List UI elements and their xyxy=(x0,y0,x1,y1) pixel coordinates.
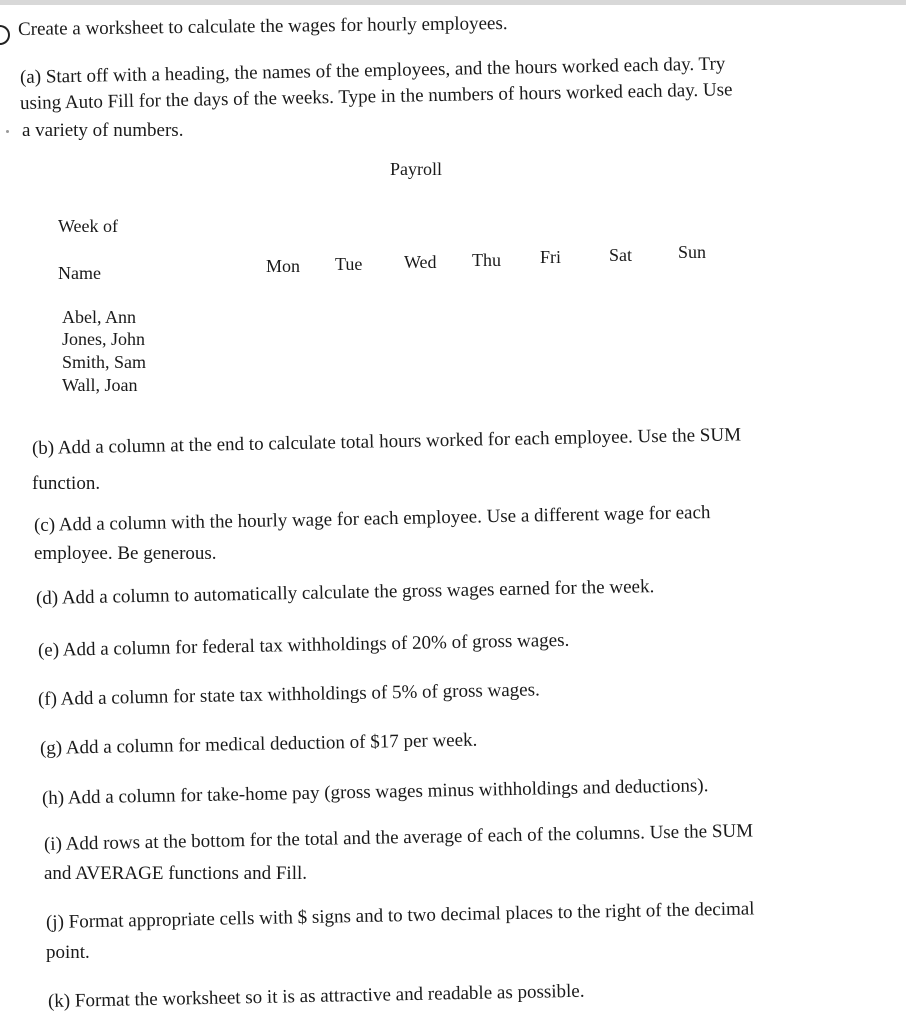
part-h-text: (h) Add a column for take-home pay (gross wages minus withholdings and deductions). xyxy=(41,775,709,809)
week-of-label: Week of xyxy=(58,216,119,236)
part-f-text: (f) Add a column for state tax withholdings of 5% of gross wages. xyxy=(37,679,540,710)
part-j-line-2: point. xyxy=(46,942,90,963)
day-header-fri: Fri xyxy=(540,247,562,267)
name-column-label: Name xyxy=(58,263,101,283)
day-header-thu: Thu xyxy=(472,250,501,270)
employee-name: Jones, John xyxy=(62,329,146,349)
page-speck xyxy=(6,130,9,133)
part-j-line-1: (j) Format appropriate cells with $ signs and to two decimal places to the right of the decimal xyxy=(45,898,755,933)
employee-name: Wall, Joan xyxy=(62,375,138,395)
part-i-line-2: and AVERAGE functions and Fill. xyxy=(44,863,308,884)
part-a-line-3: a variety of numbers. xyxy=(22,120,184,141)
day-header-tue: Tue xyxy=(335,254,363,274)
part-d-text: (d) Add a column to automatically calculate the gross wages earned for the week. xyxy=(35,576,655,609)
page-top-edge xyxy=(0,0,906,5)
day-header-wed: Wed xyxy=(404,252,437,272)
intro-text: Create a worksheet to calculate the wages for hourly employees. xyxy=(17,13,508,40)
part-g-text: (g) Add a column for medical deduction of $17 per week. xyxy=(39,729,478,759)
employee-name: Smith, Sam xyxy=(62,352,147,372)
part-a-line-2: using Auto Fill for the days of the weeks. Type in the numbers of hours worked each day. Use xyxy=(19,79,733,114)
day-header-sun: Sun xyxy=(678,242,707,262)
day-header-mon: Mon xyxy=(266,256,301,276)
part-a-line-1: (a) Start off with a heading, the names of the employees, and the hours worked each day. Try xyxy=(19,53,726,88)
employee-name: Abel, Ann xyxy=(62,307,136,327)
part-b-line-1: (b) Add a column at the end to calculate total hours worked for each employee. Use the SUM xyxy=(31,424,742,459)
part-e-text: (e) Add a column for federal tax withholdings of 20% of gross wages. xyxy=(37,629,570,661)
payroll-title: Payroll xyxy=(390,159,442,179)
part-c-line-1: (c) Add a column with the hourly wage for each employee. Use a different wage for each xyxy=(33,502,711,536)
part-b-line-2: function. xyxy=(32,473,101,494)
part-k-text: (k) Format the worksheet so it is as attractive and readable as possible. xyxy=(47,980,585,1012)
day-header-sat: Sat xyxy=(609,245,633,265)
part-i-line-1: (i) Add rows at the bottom for the total and the average of each of the columns. Use the SUM xyxy=(43,820,754,855)
part-c-line-2: employee. Be generous. xyxy=(34,543,217,564)
binder-hole-mark xyxy=(0,25,10,45)
